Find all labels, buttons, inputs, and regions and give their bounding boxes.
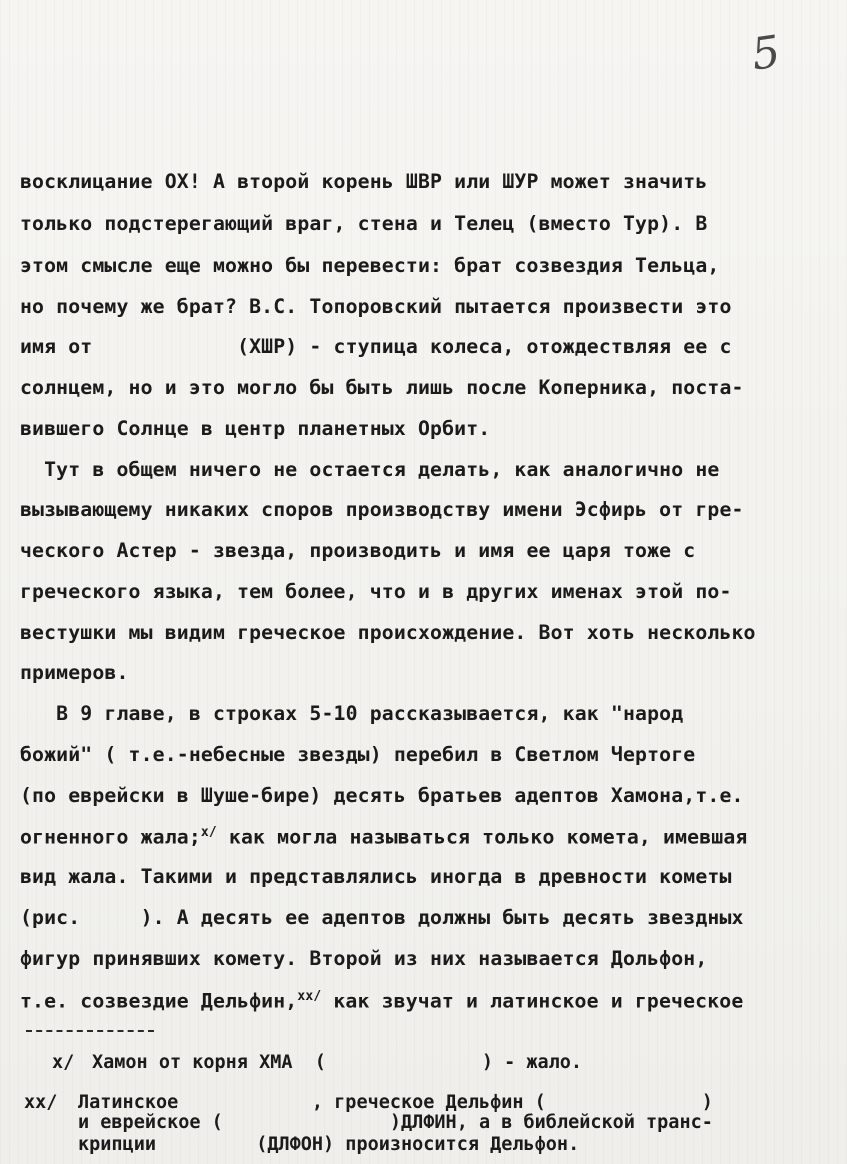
body-line-20: фигур принявших комету. Второй из них называется Дольфон, [20, 947, 708, 970]
body-line-7: вившего Солнце в центр планетных Орбит. [20, 417, 491, 440]
footnote-2-line-1: Латинское , греческое Дельфин ( ) [78, 1092, 713, 1113]
body-line-8: Тут в общем ничего не остается делать, как аналогично не [20, 458, 720, 481]
body-line-6: солнцем, но и это могло бы быть лишь после Коперника, поста- [20, 376, 744, 399]
body-line-5: имя от (ХШР) - ступица колеса, отождествляя ее с [20, 335, 732, 358]
footnote-1-marker: x/ [52, 1052, 75, 1073]
body-line-18: вид жала. Такими и представлялись иногда в древности кометы [20, 865, 732, 888]
body-line-16: (по еврейски в Шуше-бире) десять братьев адептов Хамона,т.е. [20, 784, 744, 807]
body-line-21-end: как звучат и латинское и греческое [321, 989, 744, 1013]
footnote-2-marker: xx/ [24, 1092, 58, 1113]
footnote-ref-x: x/ [200, 825, 217, 840]
footnote-2-line-3: крипции (ДЛФОН) произносится Дельфон. [78, 1134, 580, 1155]
body-line-9: вызывающему никаких споров производству имени Эсфирь от гре- [20, 498, 744, 521]
body-line-17 [20, 826, 747, 847]
body-line-11: греческого языка, тем более, что и в других именах этой по- [20, 580, 732, 603]
page-number: 5 [748, 26, 784, 81]
footnote-separator [26, 1030, 154, 1032]
footnote-ref-xx: xx/ [297, 989, 322, 1004]
body-line-1: восклицание ОХ! А второй корень ШВР или ШУР может значить [20, 170, 708, 193]
body-line-17-start: огненного жала; [20, 825, 201, 849]
body-line-19: (рис. ). А десять ее адептов должны быть десять звездных [20, 906, 744, 929]
body-line-4: но почему же брат? В.С. Топоровский пытается произвести это [20, 295, 732, 318]
body-line-21 [20, 990, 743, 1011]
body-line-2: только подстерегающий враг, стена и Телец (вместо Тур). В [20, 212, 708, 235]
body-line-10: ческого Астер - звезда, производить и имя ее царя тоже с [20, 539, 696, 562]
footnote-2-line-2: и еврейское ( )ДЛФИН, а в библейской транс- [78, 1112, 713, 1133]
body-line-3: этом смысле еще можно бы перевести: брат созвездия Тельца, [20, 254, 720, 277]
footnote-1-text: Хамон от корня ХМА ( ) - жало. [92, 1052, 583, 1073]
body-line-15: божий" ( т.е.-небесные звезды) перебил в Светлом Чертоге [20, 743, 696, 766]
body-line-17-end: как могла называться только комета, имевшая [216, 825, 748, 849]
body-line-12: вестушки мы видим греческое происхождение. Вот хоть несколько [20, 621, 756, 644]
body-line-13: примеров. [20, 661, 129, 684]
body-line-21-start: т.е. созвездие Дельфин, [20, 989, 298, 1013]
body-line-14: В 9 главе, в строках 5-10 рассказывается, как "народ [20, 702, 684, 725]
